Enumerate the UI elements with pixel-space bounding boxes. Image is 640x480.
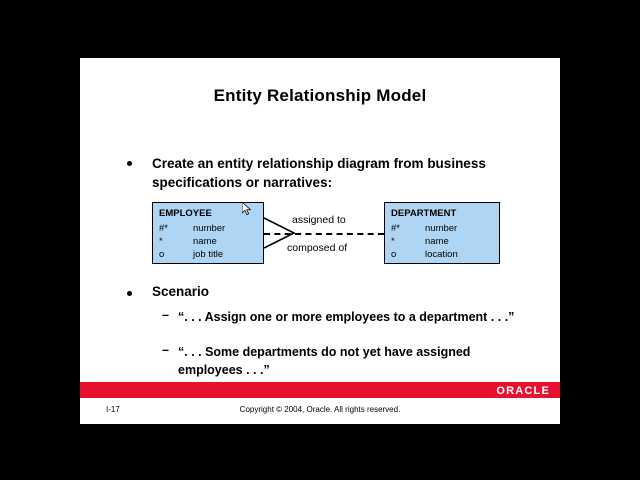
er-diagram: [152, 202, 552, 278]
page-title: Entity Relationship Model: [213, 86, 427, 105]
bullet-item-scenario: Scenario: [152, 284, 210, 299]
slide-number: I-17: [106, 405, 120, 414]
attribute-label: job title: [193, 249, 224, 260]
attribute-mark: *: [391, 236, 395, 247]
relationship-label-assigned-to: assigned to: [292, 214, 346, 226]
attribute-mark: o: [391, 249, 397, 260]
attribute-label: location: [425, 249, 458, 260]
relationship-label-composed-of: composed of: [287, 242, 348, 254]
copyright-text: Copyright © 2004, Oracle. All rights reserved.: [239, 405, 401, 414]
attribute-mark: #*: [159, 223, 168, 234]
oracle-logo: ORACLE: [496, 385, 550, 397]
entity-attribute-row: [159, 249, 263, 260]
presentation-slide: [80, 58, 560, 424]
sub-bullet-item-2: “. . . Some departments do not yet have assigned employees . . .”: [178, 345, 471, 377]
entity-attribute-row: [159, 223, 263, 234]
attribute-label: number: [425, 223, 458, 234]
bullet-item-create-erd: Create an entity relationship diagram from business specifications or narratives:: [152, 156, 486, 190]
bullet-dot-icon: [127, 291, 132, 296]
entity-attribute-row: [391, 249, 495, 260]
entity-box-department: [384, 202, 500, 264]
sub-bullet-item-1: “. . . Assign one or more employees to a department . . .”: [178, 310, 515, 324]
attribute-label: name: [193, 236, 217, 247]
footer-accent-bar: [80, 382, 560, 398]
attribute-mark: #*: [391, 223, 400, 234]
sub-bullet-dash-icon: –: [162, 308, 169, 322]
attribute-label: number: [193, 223, 226, 234]
sub-bullet-dash-icon: –: [162, 343, 169, 357]
entity-attribute-row: [391, 236, 495, 247]
entity-title-employee: EMPLOYEE: [159, 208, 212, 219]
attribute-mark: *: [159, 236, 163, 247]
entity-attribute-row: [391, 223, 495, 234]
attribute-label: name: [425, 236, 449, 247]
entity-attribute-row: [159, 236, 263, 247]
entity-title-department: DEPARTMENT: [391, 208, 457, 219]
attribute-mark: o: [159, 249, 165, 260]
bullet-dot-icon: [127, 161, 132, 166]
mouse-cursor-icon: [242, 202, 252, 216]
